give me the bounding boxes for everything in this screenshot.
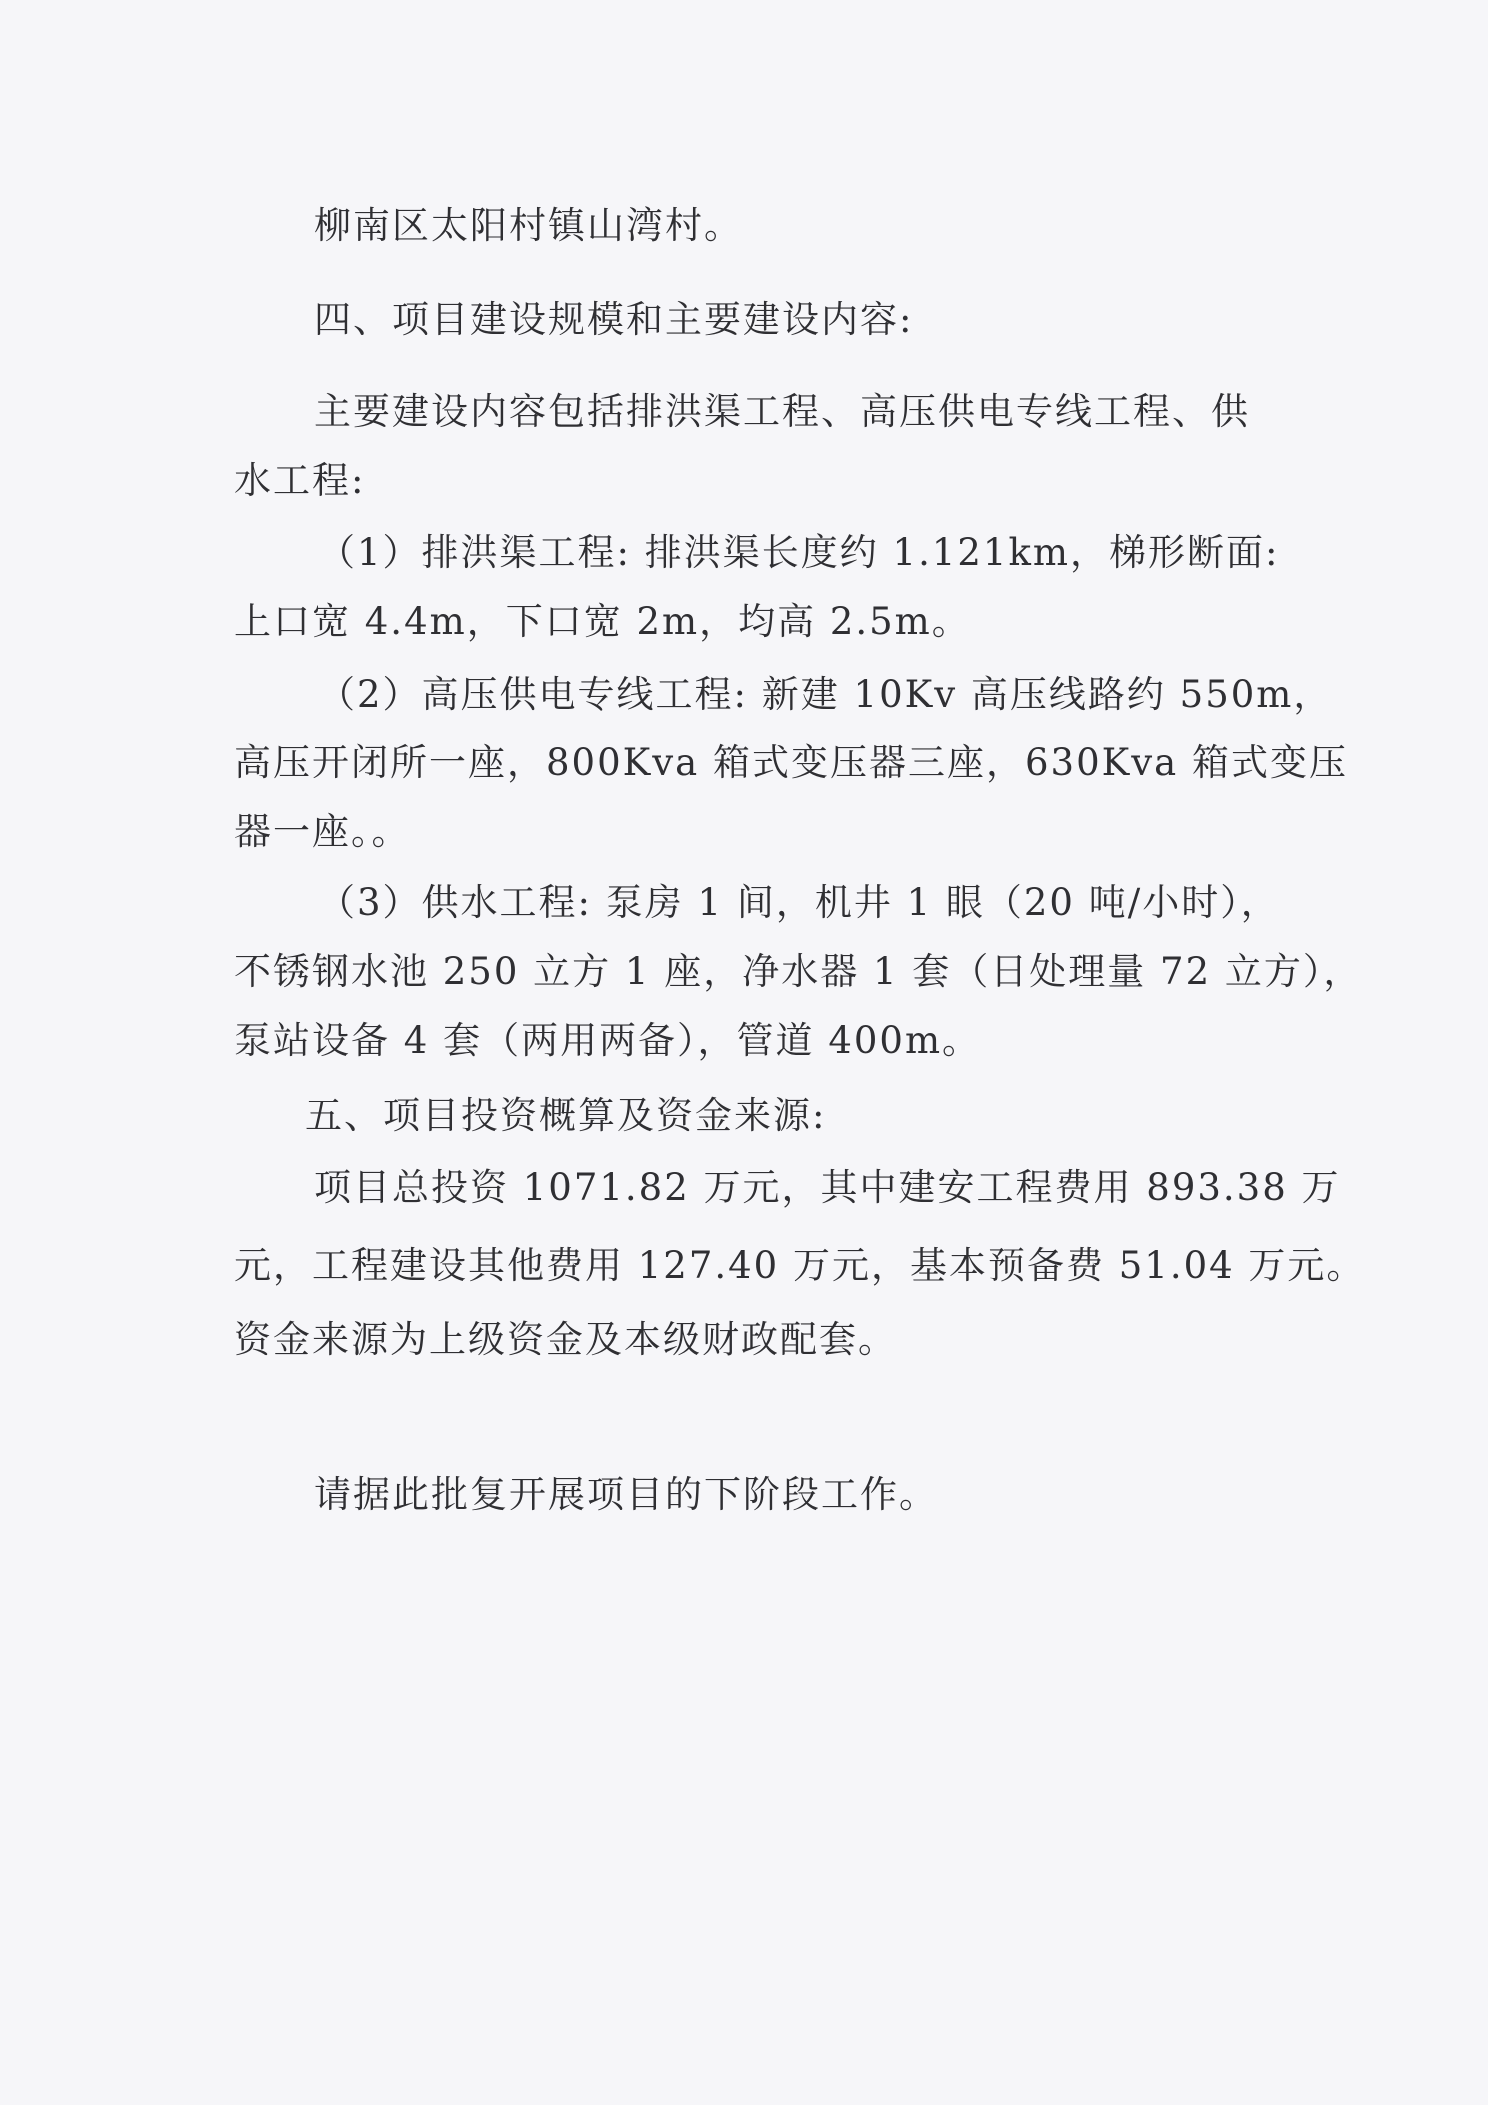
text-line-location: 柳南区太阳村镇山湾村。 (314, 204, 743, 247)
text-line-power-1: （2）高压供电专线工程: 新建 10Kv 高压线路约 550m， (318, 673, 1333, 716)
text-line-investment-2: 元，工程建设其他费用 127.40 万元，基本预备费 51.04 万元。 (234, 1244, 1366, 1287)
text-line-main-content-1: 主要建设内容包括排洪渠工程、高压供电专线工程、供 (314, 390, 1250, 433)
text-line-drainage-1: （1）排洪渠工程: 排洪渠长度约 1.121km，梯形断面: (318, 531, 1280, 574)
text-line-power-2: 高压开闭所一座，800Kva 箱式变压器三座，630Kva 箱式变压 (234, 741, 1348, 784)
text-line-closing-instruction: 请据此批复开展项目的下阶段工作。 (314, 1473, 938, 1516)
text-line-drainage-2: 上口宽 4.4m，下口宽 2m，均高 2.5m。 (234, 600, 971, 643)
text-line-water-1: （3）供水工程: 泵房 1 间，机井 1 眼（20 吨/小时）， (318, 881, 1280, 924)
section-heading-investment: 五、项目投资概算及资金来源: (305, 1094, 827, 1137)
text-line-power-3: 器一座。。 (234, 810, 411, 853)
text-line-investment-1: 项目总投资 1071.82 万元，其中建安工程费用 893.38 万 (314, 1166, 1341, 1209)
text-line-investment-3: 资金来源为上级资金及本级财政配套。 (234, 1318, 897, 1361)
text-line-water-3: 泵站设备 4 套（两用两备），管道 400m。 (234, 1019, 982, 1062)
text-line-water-2: 不锈钢水池 250 立方 1 座，净水器 1 套（日处理量 72 立方）， (234, 950, 1363, 993)
section-heading-scale-and-content: 四、项目建设规模和主要建设内容: (314, 298, 914, 341)
text-line-main-content-2: 水工程: (234, 459, 366, 502)
